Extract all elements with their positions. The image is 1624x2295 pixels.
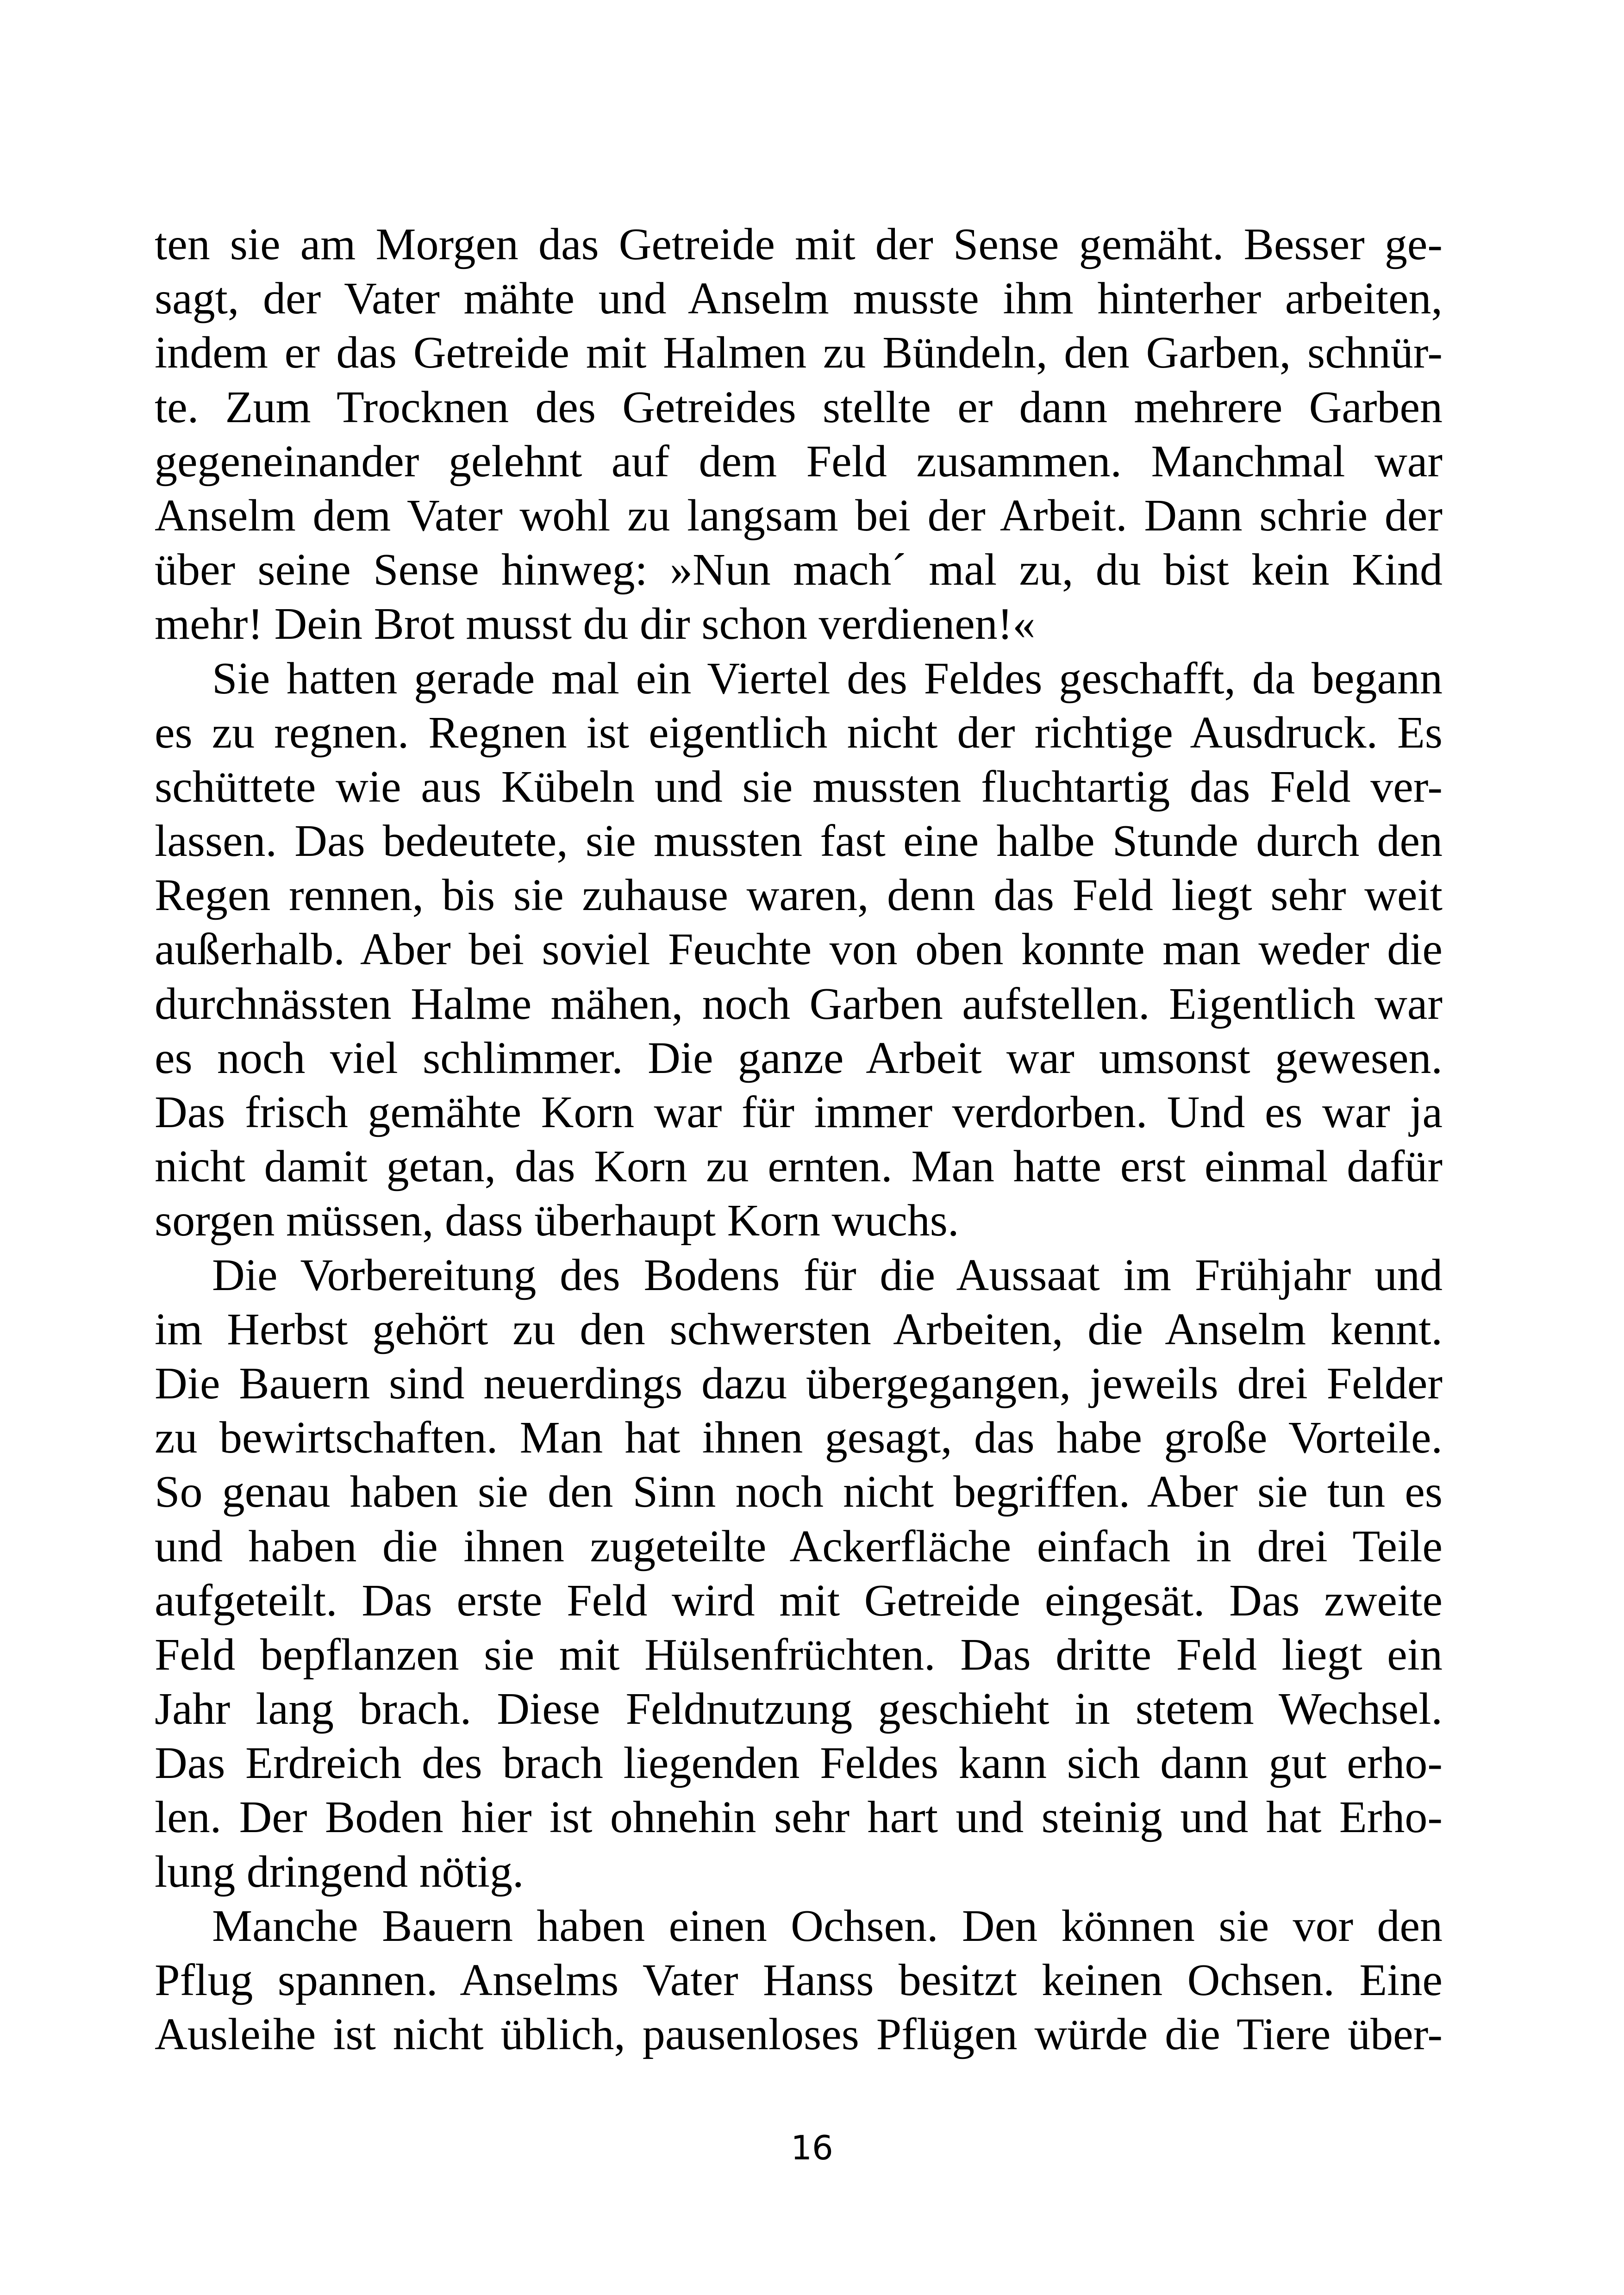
text-line: te. Zum Trocknen des Getreides stellte er dann mehrere Garben (155, 382, 1443, 432)
text-line: So genau haben sie den Sinn noch nicht begriffen. Aber sie tun es (155, 1467, 1443, 1517)
text-line: es zu regnen. Regnen ist eigentlich nicht der richtige Ausdruck. Es (155, 707, 1443, 758)
body-text (155, 218, 1443, 2062)
text-line: Feld bepflanzen sie mit Hülsenfrüchten. Das dritte Feld liegt ein (155, 1629, 1443, 1680)
paragraph (155, 652, 1443, 1248)
text-line: nicht damit getan, das Korn zu ernten. Man hatte erst einmal dafür (155, 1141, 1443, 1192)
text-line: sagt, der Vater mähte und Anselm musste ihm hinterher arbeiten, (155, 274, 1443, 324)
page-number: 16 (791, 2128, 833, 2167)
text-line: Die Bauern sind neuerdings dazu übergegangen, jeweils drei Felder (155, 1358, 1443, 1409)
text-line: im Herbst gehört zu den schwersten Arbeiten, die Anselm kennt. (155, 1304, 1443, 1354)
text-line: Das frisch gemähte Korn war für immer verdorben. Und es war ja (155, 1087, 1443, 1137)
text-line: Sie hatten gerade mal ein Viertel des Feldes geschafft, da begann (212, 653, 1443, 704)
text-line: lung dringend nötig. (155, 1846, 524, 1897)
text-line: indem er das Getreide mit Halmen zu Bündeln, den Garben, schnür- (155, 328, 1443, 378)
text-line: Die Vorbereitung des Bodens für die Aussaat im Frühjahr und (212, 1250, 1443, 1300)
text-line: durchnässten Halme mähen, noch Garben aufstellen. Eigentlich war (155, 979, 1443, 1029)
text-line: über seine Sense hinweg: »Nun mach´ mal zu, du bist kein Kind (155, 545, 1443, 595)
paragraph (155, 1899, 1443, 2062)
text-line: Regen rennen, bis sie zuhause waren, denn das Feld liegt sehr weit (155, 870, 1443, 921)
text-line: es noch viel schlimmer. Die ganze Arbeit war umsonst gewesen. (155, 1033, 1443, 1083)
text-line: Das Erdreich des brach liegenden Feldes kann sich dann gut erho- (155, 1738, 1443, 1789)
text-line: len. Der Boden hier ist ohnehin sehr hart und steinig und hat Erho- (155, 1792, 1443, 1843)
text-line: und haben die ihnen zugeteilte Ackerfläche einfach in drei Teile (155, 1521, 1443, 1572)
text-line: aufgeteilt. Das erste Feld wird mit Getreide eingesät. Das zweite (155, 1575, 1443, 1626)
text-line: Anselm dem Vater wohl zu langsam bei der Arbeit. Dann schrie der (155, 490, 1443, 541)
text-line: Pflug spannen. Anselms Vater Hanss besitzt keinen Ochsen. Eine (155, 1955, 1443, 2005)
text-line: Ausleihe ist nicht üblich, pausenloses Pflügen würde die Tiere über- (155, 2009, 1443, 2060)
paragraph (155, 1248, 1443, 1899)
text-line: gegeneinander gelehnt auf dem Feld zusammen. Manchmal war (155, 436, 1443, 486)
text-line: außerhalb. Aber bei soviel Feuchte von oben konnte man weder die (155, 924, 1443, 975)
text-line: Manche Bauern haben einen Ochsen. Den können sie vor den (212, 1901, 1443, 1951)
paragraph (155, 218, 1443, 652)
text-line: sorgen müssen, dass überhaupt Korn wuchs. (155, 1196, 959, 1246)
text-line: lassen. Das bedeutete, sie mussten fast eine halbe Stunde durch den (155, 816, 1443, 867)
text-line: mehr! Dein Brot musst du dir schon verdienen!« (155, 599, 1036, 649)
text-line: Jahr lang brach. Diese Feldnutzung geschieht in stetem Wechsel. (155, 1684, 1443, 1734)
text-line: zu bewirtschaften. Man hat ihnen gesagt, das habe große Vorteile. (155, 1413, 1443, 1463)
text-line: schüttete wie aus Kübeln und sie mussten fluchtartig das Feld ver- (155, 761, 1443, 812)
text-line: ten sie am Morgen das Getreide mit der Sense gemäht. Besser ge- (155, 219, 1443, 269)
